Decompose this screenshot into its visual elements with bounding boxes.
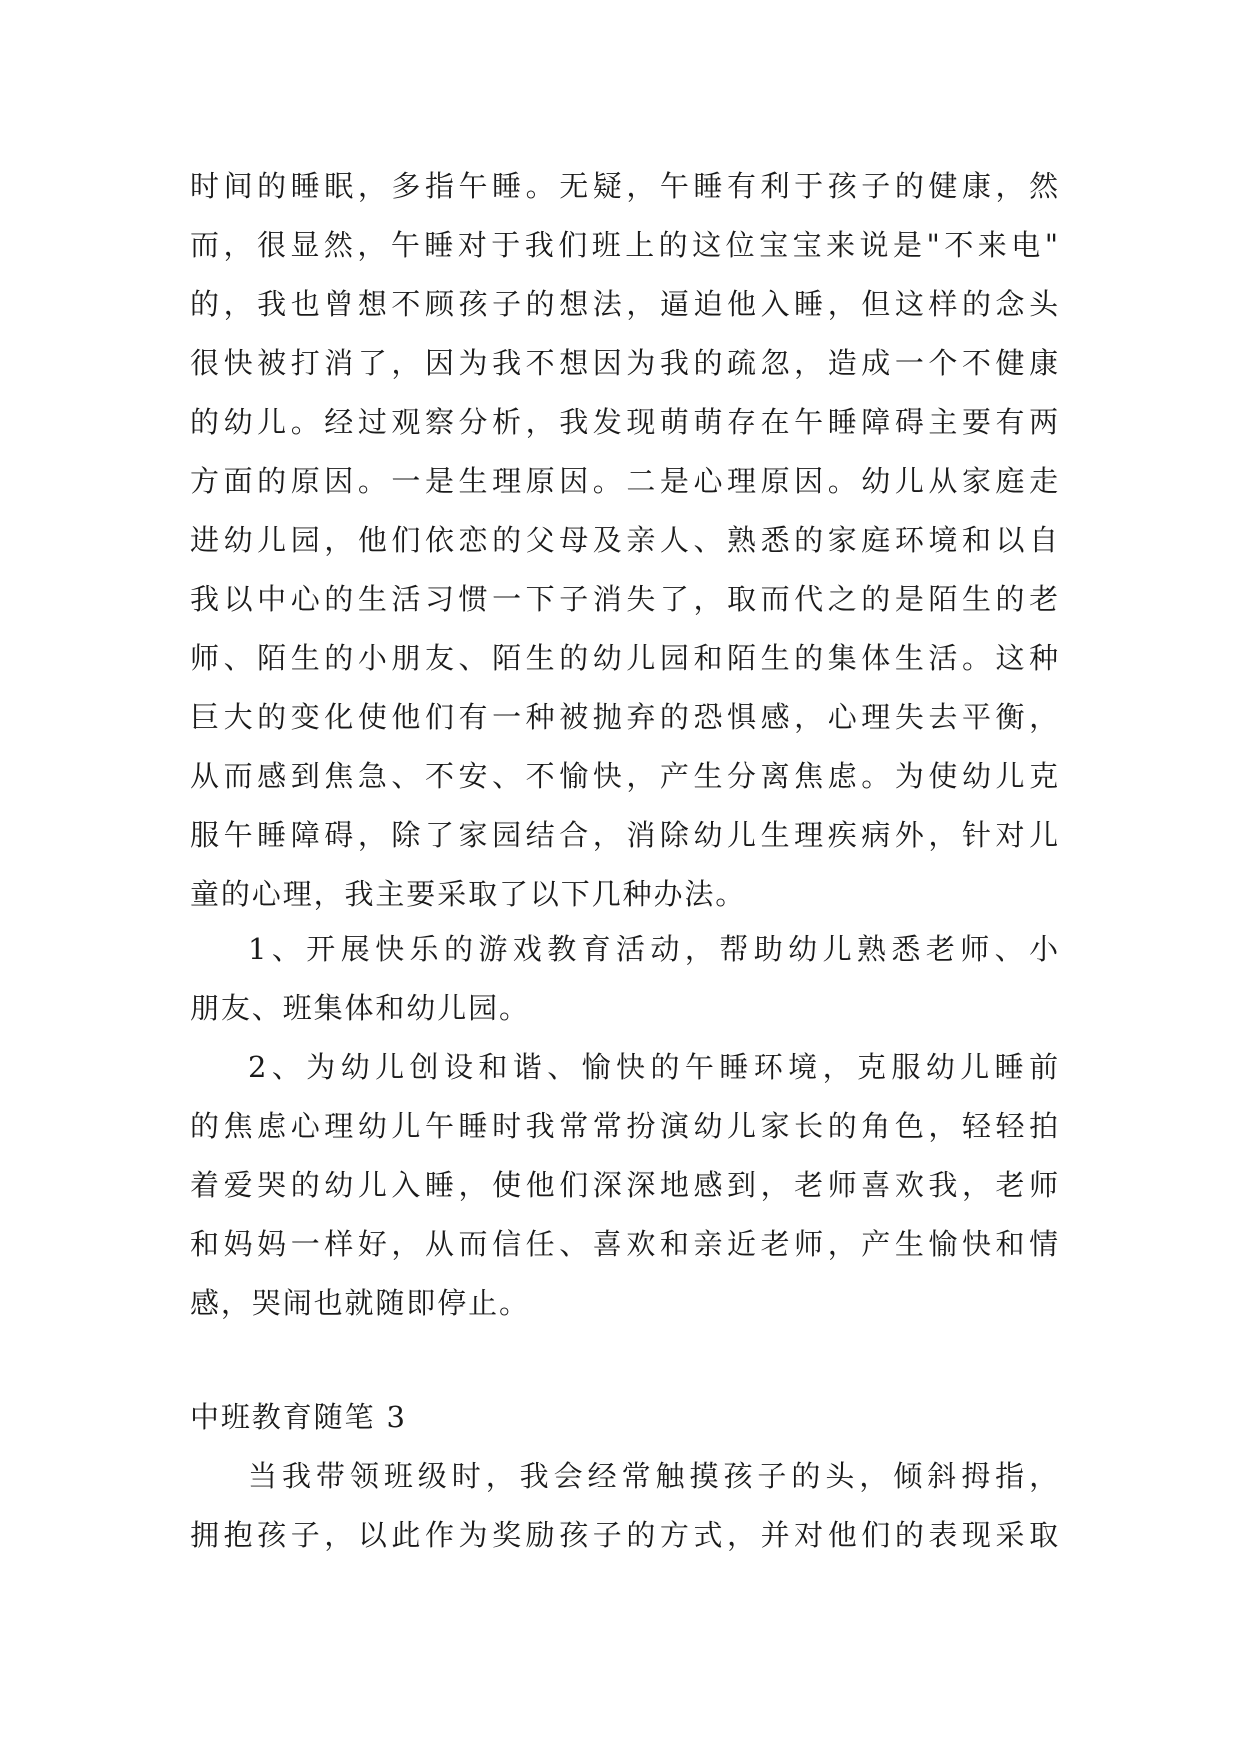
paragraph-line: 师、陌生的小朋友、陌生的幼儿园和陌生的集体生活。这种: [190, 641, 1060, 675]
paragraph-method-1: [190, 920, 1060, 1038]
paragraph-line: 的幼儿。经过观察分析，我发现萌萌存在午睡障碍主要有两: [190, 405, 1060, 439]
paragraph-line: 1、开展快乐的游戏教育活动，帮助幼儿熟悉老师、小: [248, 932, 1060, 966]
paragraph-line: 时间的睡眠，多指午睡。无疑，午睡有利于孩子的健康，然: [190, 169, 1060, 203]
paragraph-essay-3: [190, 1447, 1060, 1565]
paragraph-line: 2、为幼儿创设和谐、愉快的午睡环境，克服幼儿睡前: [248, 1050, 1060, 1084]
paragraph-line: 和妈妈一样好，从而信任、喜欢和亲近老师，产生愉快和情: [190, 1227, 1060, 1261]
paragraph-line: 我以中心的生活习惯一下子消失了，取而代之的是陌生的老: [190, 582, 1060, 616]
paragraph-line: 而，很显然，午睡对于我们班上的这位宝宝来说是"不来电": [190, 228, 1060, 262]
paragraph-line: 着爱哭的幼儿入睡，使他们深深地感到，老师喜欢我，老师: [190, 1168, 1060, 1202]
paragraph-line: 进幼儿园，他们依恋的父母及亲人、熟悉的家庭环境和以自: [190, 523, 1060, 557]
paragraph-line: 从而感到焦急、不安、不愉快，产生分离焦虑。为使幼儿克: [190, 759, 1060, 793]
paragraph-line: 的焦虑心理幼儿午睡时我常常扮演幼儿家长的角色，轻轻拍: [190, 1109, 1060, 1143]
paragraph-method-2: [190, 1038, 1060, 1333]
paragraph-line: 方面的原因。一是生理原因。二是心理原因。幼儿从家庭走: [190, 464, 1060, 498]
section-heading: 中班教育随笔 3: [190, 1400, 407, 1434]
paragraph-line: 朋友、班集体和幼儿园。: [190, 991, 530, 1025]
paragraph-afternoon-nap: [190, 157, 1060, 924]
paragraph-line: 巨大的变化使他们有一种被抛弃的恐惧感，心理失去平衡，: [190, 700, 1060, 734]
paragraph-line: 当我带领班级时，我会经常触摸孩子的头，倾斜拇指，: [248, 1459, 1060, 1493]
paragraph-line: 很快被打消了，因为我不想因为我的疏忽，造成一个不健康: [190, 346, 1060, 380]
paragraph-line: 的，我也曾想不顾孩子的想法，逼迫他入睡，但这样的念头: [190, 287, 1060, 321]
paragraph-line: 童的心理，我主要采取了以下几种办法。: [190, 877, 747, 911]
paragraph-line: 拥抱孩子，以此作为奖励孩子的方式，并对他们的表现采取: [190, 1518, 1060, 1552]
paragraph-line: 服午睡障碍，除了家园结合，消除幼儿生理疾病外，针对儿: [190, 818, 1060, 852]
paragraph-line: 感，哭闹也就随即停止。: [190, 1286, 530, 1320]
